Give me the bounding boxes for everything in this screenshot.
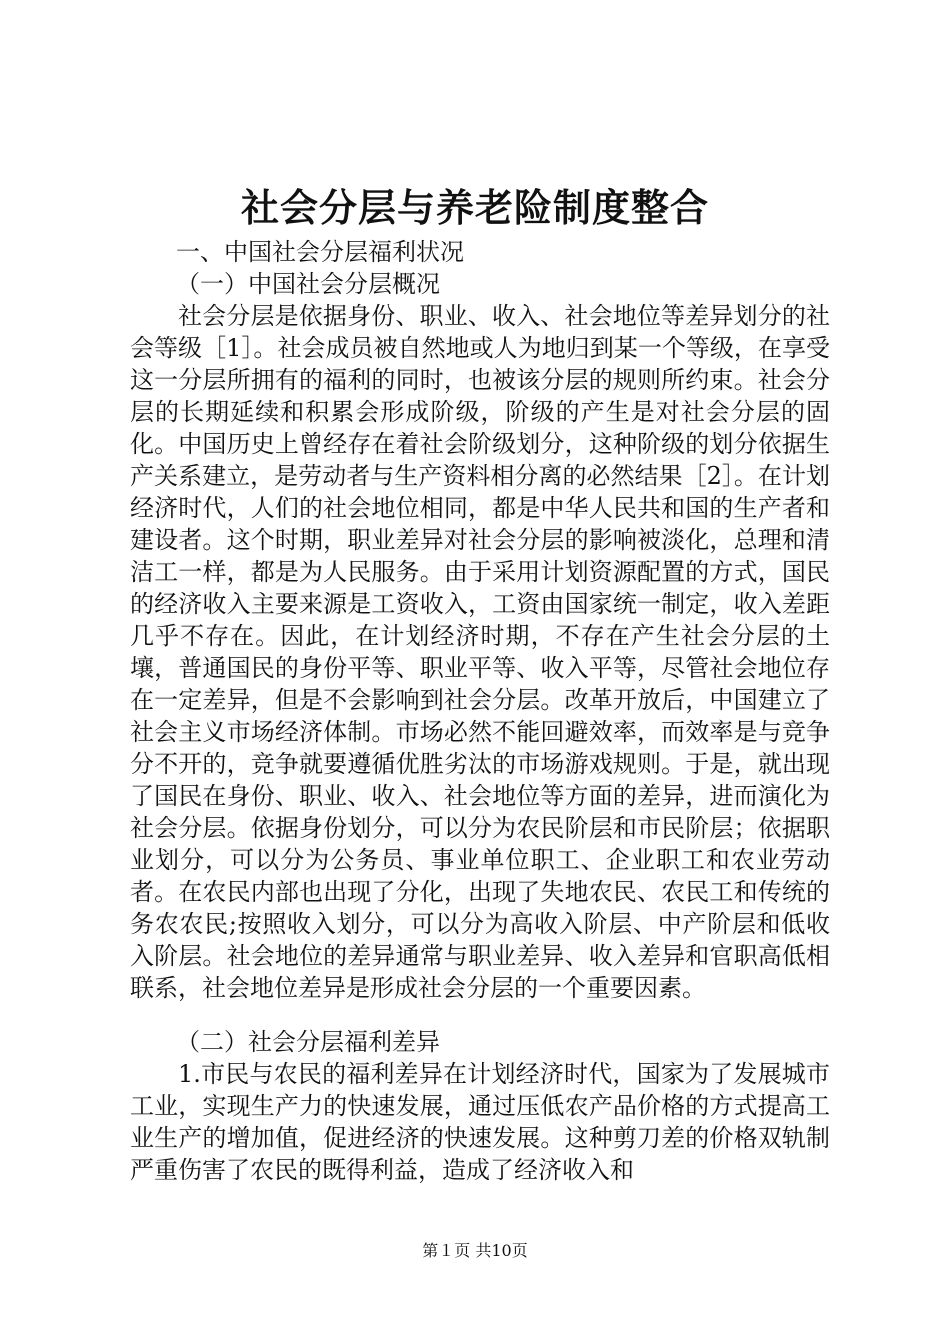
body-paragraph: 社会分层是依据身份、职业、收入、社会地位等差异划分的社会等级［1］。社会成员被自然地或人为地归到某一个等级，在享受这一分层所拥有的福利的同时，也被该分层的规则所约束。社会分层的长期延续和积累会形成阶级，阶级的产生是对社会分层的固化。中国历史上曾经存在着社会阶级划分，这种阶级的划分依据生产关系建立，是劳动者与生产资料相分离的必然结果［2］。在计划经济时代，人们的社会地位相同，都是中华人民共和国的生产者和建设者。这个时期，职业差异对社会分层的影响被淡化，总理和清洁工一样，都是为人民服务。由于采用计划资源配置的方式，国民的经济收入主要来源是工资收入，工资由国家统一制定，收入差距几乎不存在。因此，在计划经济时期，不存在产生社会分层的土壤，普通国民的身份平等、职业平等、收入平等，尽管社会地位存在一定差异，但是不会影响到社会分层。改革开放后，中国建立了社会主义市场经济体制。市场必然不能回避效率，而效率是与竞争分不开的，竞争就要遵循优胜劣汰的市场游戏规则。于是，就出现了国民在身份、职业、收入、社会地位等方面的差异，进而演化为社会分层。依据身份划分，可以分为农民阶层和市民阶层；依据职业划分，可以分为公务员、事业单位职工、企业职工和农业劳动者。在农民内部也出现了分化，出现了失地农民、农民工和传统的务农农民;按照收入划分，可以分为高收入阶层、中产阶层和低收入阶层。社会地位的差异通常与职业差异、收入差异和官职高低相联系，社会地位差异是形成社会分层的一个重要因素。 (130, 302, 830, 1002)
subsection-heading: （二）社会分层福利差异 (176, 1028, 440, 1056)
section-heading: 一、中国社会分层福利状况 (176, 238, 464, 266)
subsection-heading: （一）中国社会分层概况 (176, 270, 440, 298)
page-footer: 第１页 共10页 (422, 1241, 528, 1260)
body-paragraph: 1.市民与农民的福利差异在计划经济时代，国家为了发展城市工业，实现生产力的快速发展，通过压低农产品价格的方式提高工业生产的增加值，促进经济的快速发展。这种剪刀差的价格双轨制严重伤害了农民的既得利益，造成了经济收入和 (130, 1060, 830, 1184)
document-title: 社会分层与养老险制度整合 (240, 185, 709, 230)
